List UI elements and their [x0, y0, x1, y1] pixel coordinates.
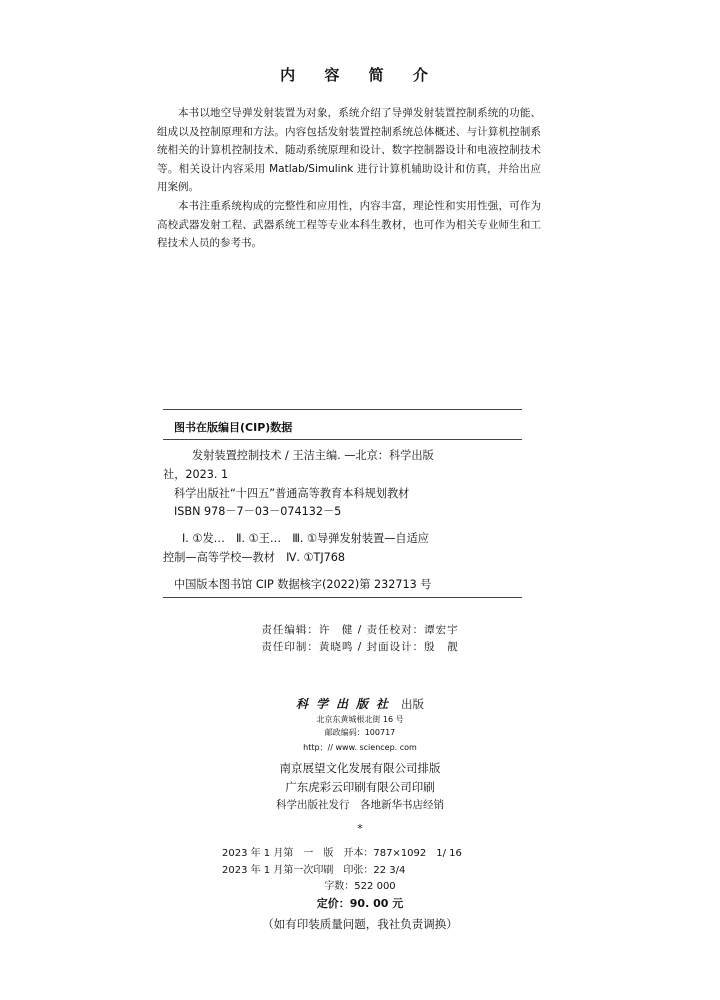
cip-verify: 中国版本图书馆 CIP 数据核字(2022)第 232713 号	[174, 578, 432, 591]
cip-line-6: 控制—高等学校—教材 Ⅳ. ①TJ768	[163, 551, 346, 564]
cip-line-1: 发射装置控制技术 / 王洁主编. —北京：科学出版	[192, 449, 434, 462]
publisher-postcode: 邮政编码：100717	[324, 728, 396, 737]
typeset-line: 南京展望文化发展有限公司排版	[279, 761, 441, 775]
publisher-url: http：// www. sciencep. com	[303, 743, 417, 752]
publisher-address: 北京东黄城根北街 16 号	[316, 715, 404, 724]
cip-heading-rule	[163, 439, 522, 440]
intro-paragraph-2: 本书注重系统构成的完整性和应用性，内容丰富，理论性和实用性强，可作为高校武器发射工程、武器系统工程等专业本科生教材，也可作为相关专业师生和工程技术人员的参考书。	[157, 199, 541, 250]
print-line: 广东虎彩云印刷有限公司印刷	[285, 780, 435, 794]
cip-top-rule	[163, 409, 522, 410]
intro-paragraph-1: 本书以地空导弹发射装置为对象，系统介绍了导弹发射装置控制系统的功能、组成以及控制原理和方法。内容包括发射装置控制系统总体概述、与计算机控制系统相关的计算机控制技术、随动系统原理和设计、数字控制器设计和电液控制技术等。相关设计内容采用 Matlab/Simulink 进行计算机辅助设计和仿真，并给出应用案例。	[157, 107, 541, 194]
cip-isbn: ISBN 978－7－03－074132－5	[174, 505, 342, 518]
page-title: 内 容 简 介	[280, 66, 440, 84]
cip-bottom-rule	[163, 597, 522, 598]
publisher-line	[0, 693, 720, 712]
distribute-line: 科学出版社发行 各地新华书店经销	[276, 799, 444, 811]
edition-line-1: 2023 年 1 月第 一 版 开本：787×1092 1/ 16	[222, 848, 462, 859]
divider-star: *	[357, 822, 363, 835]
price: 定价：90. 00 元	[316, 897, 404, 910]
cip-line-3: 科学出版社“十四五”普通高等教育本科规划教材	[174, 487, 410, 500]
cip-line-5: Ⅰ. ①发… Ⅱ. ①王… Ⅲ. ①导弹发射装置—自适应	[182, 532, 429, 545]
intro-text	[157, 104, 541, 253]
editors-line-2: 责任印制：黄晓鸣 / 封面设计：殷 靓	[261, 641, 459, 653]
publisher-suffix: 出版	[401, 697, 425, 711]
quality-notice: （如有印装质量问题，我社负责调换）	[262, 917, 458, 931]
word-count: 字数：522 000	[324, 881, 396, 892]
publisher-logo: 科学出版社	[295, 697, 396, 711]
cip-line-2: 社，2023. 1	[163, 468, 229, 481]
editors-line-1: 责任编辑：许 健 / 责任校对：谭宏宇	[261, 624, 459, 636]
edition-line-2: 2023 年 1 月第一次印刷 印张：22 3/4	[222, 865, 406, 876]
cip-heading: 图书在版编目(CIP)数据	[174, 421, 293, 434]
